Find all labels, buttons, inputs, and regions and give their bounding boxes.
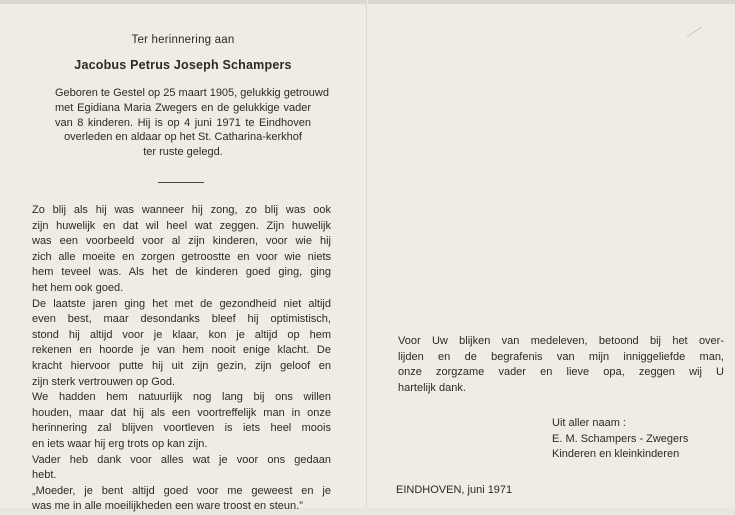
bio-line: ter ruste gelegd. (143, 146, 223, 159)
place-date: EINDHOVEN, juni 1971 (396, 484, 513, 496)
bio-line: overleden en aldaar op het St. Catharina-kerkhof (64, 131, 302, 144)
tribute-line: zijn huwelijk en dat wil heel wat zeggen. Zijn huwelijk (32, 219, 331, 232)
sign-line: E. M. Schampers - Zwegers (552, 432, 689, 445)
tribute-line: zijn sterk vertrouwen op God. (32, 375, 176, 388)
thanks-line: onze zorgzame vader en lieve opa, zeggen wij U (398, 366, 724, 379)
tribute-text (32, 203, 331, 515)
tribute-line: rekenen en hoorde je van hem nooit enige klacht. De (32, 344, 331, 357)
tribute-line: het hem ook goed. (32, 281, 124, 294)
tribute-line: Vader heb dank voor alles wat je voor ons gedaan (32, 453, 331, 466)
intro-text: Ter herinnering aan (131, 34, 235, 46)
right-page (368, 0, 735, 508)
tribute-line: stond hij altijd voor je klaar, kon je altijd op hem (32, 328, 331, 341)
bio-line: met Egidiana Maria Zwegers en de gelukkige vader (55, 101, 311, 114)
sign-line: Kinderen en kleinkinderen (552, 448, 680, 461)
thanks-line: hartelijk dank. (398, 381, 466, 394)
biography (55, 86, 329, 160)
tribute-line: We hadden hem natuurlijk nog lang bij ons willen (32, 391, 331, 404)
bio-line: Geboren te Gestel op 25 maart 1905, gelukkig getrouwd (55, 87, 329, 99)
section-divider (158, 182, 204, 183)
tribute-line: kracht hiervoor putte hij uit zijn gezin, zijn geloof en (32, 359, 331, 372)
thanks-line: lijden en de begrafenis van mijn inniggeliefde man, (398, 350, 724, 363)
bio-line: van 8 kinderen. Hij is op 4 juni 1971 te Eindhoven (55, 116, 311, 129)
tribute-line: was me in alle moeilijkheden een ware troost en steun.” (32, 500, 303, 513)
tribute-line: De laatste jaren ging het met de gezondheid niet altijd (32, 297, 331, 310)
tribute-line: even best, maar desondanks bleef hij optimistisch, (32, 313, 331, 326)
tribute-line: hem teveel was. Als het de kinderen goed ging, ging (32, 266, 331, 279)
deceased-name: Jacobus Petrus Joseph Schampers (74, 58, 292, 72)
tribute-line: zich alle moeite en zorgen getroostte en voor wie niets (32, 250, 331, 263)
sign-line: Uit aller naam : (552, 417, 626, 429)
tribute-line: herinnering zal blijven voortleven is iets heel moois (32, 422, 331, 435)
signature-block (552, 416, 722, 463)
tribute-line: was een voorbeeld voor al zijn kinderen, voor wie hij (32, 235, 331, 248)
left-page (0, 0, 366, 513)
tribute-line: en iets waar hij erg trots op kan zijn. (32, 437, 208, 450)
tribute-line: Zo blij als hij was wanneer hij zong, zo blij was ook (32, 204, 331, 216)
thanks-line: Voor Uw blijken van medeleven, betoond bij het over- (398, 335, 724, 347)
tribute-line: houden, maar dat hij als een voortreffelijk man in onze (32, 406, 331, 419)
tribute-line: „Moeder, je bent altijd goed voor me geweest en je (32, 484, 331, 497)
tribute-line: hebt. (32, 469, 57, 482)
thanks-text (398, 334, 724, 396)
